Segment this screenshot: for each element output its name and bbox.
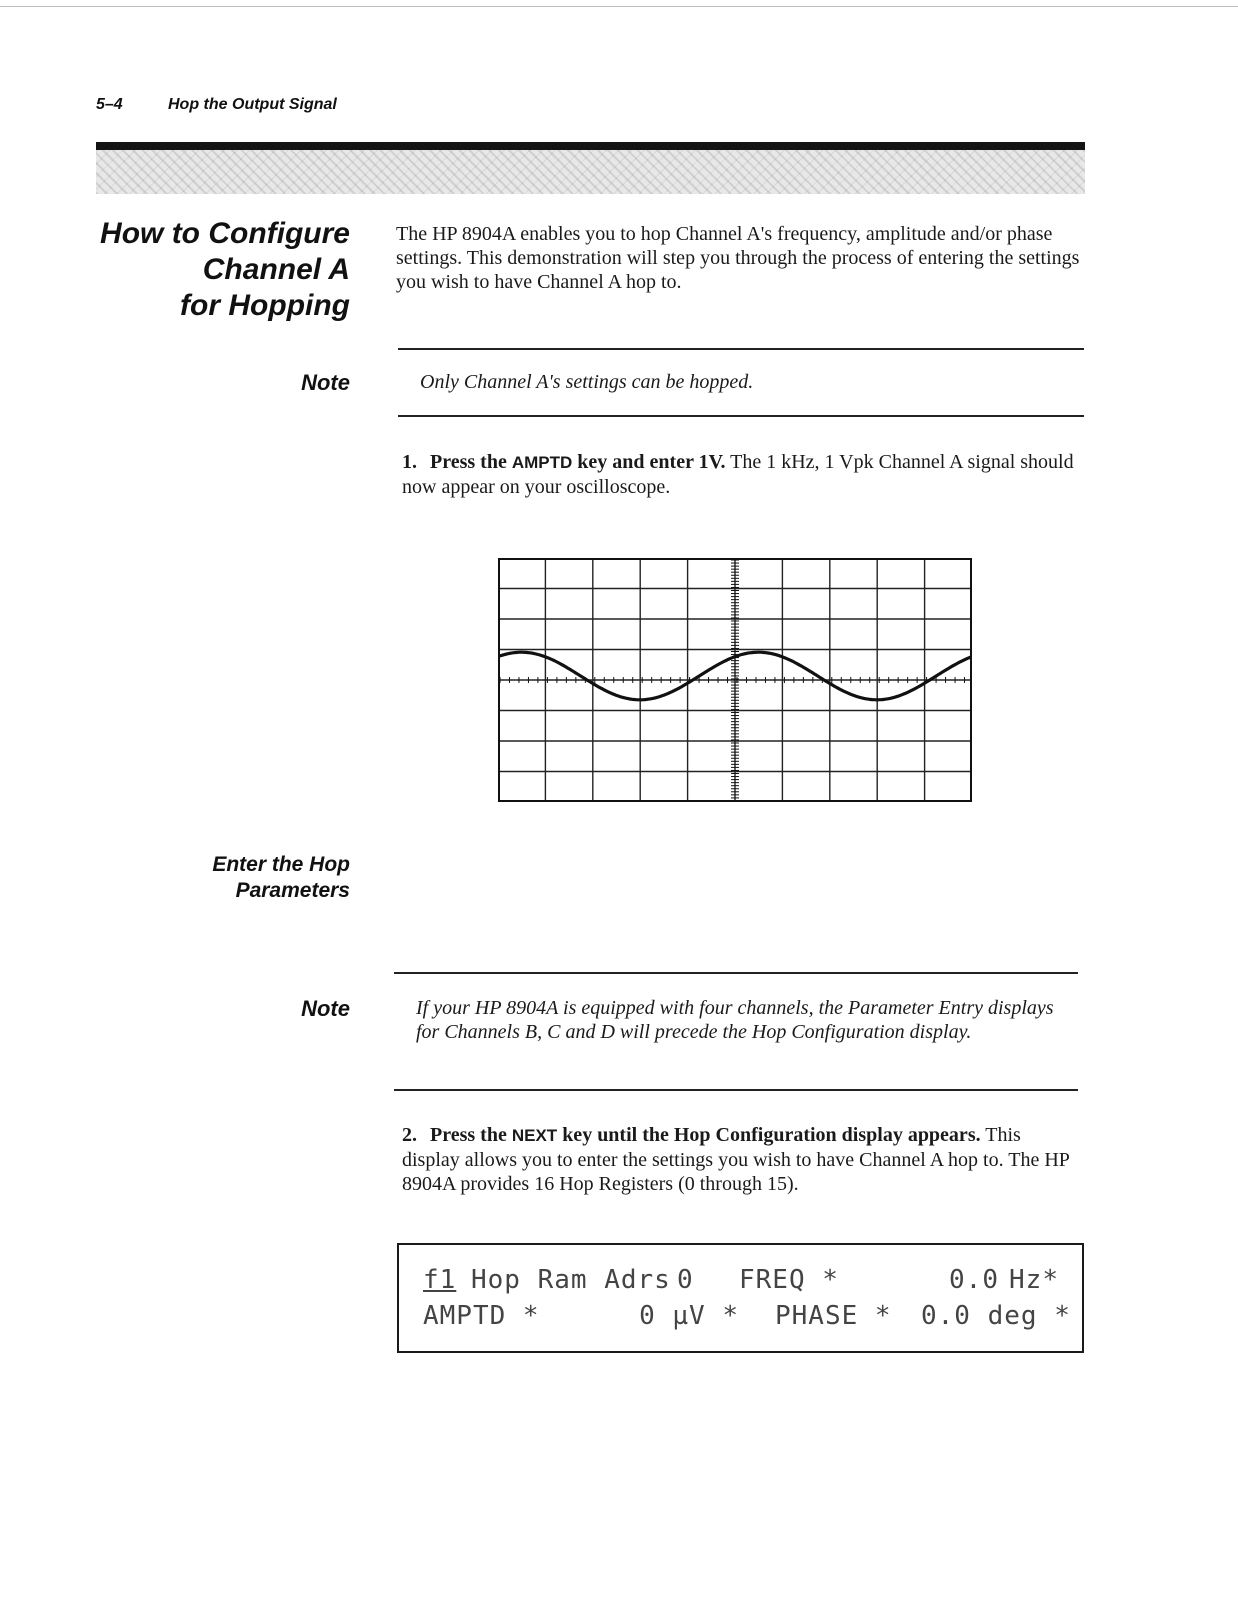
- step-number: 1.: [402, 451, 417, 473]
- step-lead: Press the: [430, 1124, 507, 1146]
- section-heading-line: for Hopping: [180, 289, 350, 322]
- intro-paragraph: The HP 8904A enables you to hop Channel A's frequency, amplitude and/or phase settings. This demonstration will step you through the process of entering the settings you wish to have Channel A hop to.: [396, 223, 1080, 293]
- running-head: [96, 96, 337, 114]
- section-banner: [96, 142, 1085, 194]
- note-label: Note: [301, 996, 350, 1021]
- step-1: [402, 450, 1082, 499]
- note-text: Only Channel A's settings can be hopped.: [420, 371, 754, 393]
- lcd-field-hop-ram-adrs: Hop Ram Adrs: [471, 1265, 671, 1295]
- note-rule-bottom: [398, 415, 1084, 417]
- lcd-field-phase: PHASE *: [775, 1301, 892, 1331]
- section-heading: [50, 216, 350, 324]
- amptd-key-label: AMPTD: [511, 453, 573, 472]
- page-number: 5–4: [96, 96, 123, 113]
- note-text: If your HP 8904A is equipped with four channels, the Parameter Entry displays for Channels B, C and D will precede the Hop Configuration display.: [416, 997, 1054, 1043]
- next-key-label: NEXT: [511, 1126, 558, 1145]
- note-rule-top: [398, 348, 1084, 350]
- step-body: This display allows you to enter the settings you wish to have Channel A hop to. The HP 8904A provides 16 Hop Registers (0 through 15).: [402, 1124, 1070, 1195]
- lcd-row-2: [423, 1301, 1071, 1331]
- section-heading-line: Channel A: [202, 253, 350, 286]
- lcd-field-adrs-value: 0: [677, 1265, 694, 1295]
- note-rule-top: [394, 972, 1078, 974]
- lcd-field-amptd-value: 0 µV *: [639, 1301, 739, 1331]
- step-2: [402, 1123, 1082, 1196]
- lcd-field-amptd: AMPTD *: [423, 1301, 540, 1331]
- lcd-field-freq: FREQ *: [739, 1265, 839, 1295]
- lcd-row-1: [423, 1265, 1059, 1295]
- note-label: Note: [301, 370, 350, 395]
- lcd-field-f1: f1: [423, 1265, 457, 1295]
- chapter-title: Hop the Output Signal: [168, 96, 337, 113]
- note-rule-bottom: [394, 1089, 1078, 1091]
- step-lead: key until the Hop Configuration display appears.: [562, 1124, 981, 1146]
- lcd-field-phase-value: 0.0 deg *: [921, 1301, 1071, 1331]
- lcd-field-freq-unit: Hz*: [1009, 1265, 1059, 1295]
- hop-configuration-display: [397, 1243, 1084, 1353]
- section-heading-line: How to Configure: [100, 217, 350, 250]
- lcd-field-freq-value: 0.0: [949, 1265, 999, 1295]
- oscilloscope-graticule: [498, 558, 972, 802]
- step-lead: Press the: [430, 451, 507, 473]
- step-number: 2.: [402, 1124, 417, 1146]
- page-top-edge: [0, 6, 1238, 7]
- subsection-heading: [90, 852, 350, 904]
- step-lead: key and enter 1V.: [577, 451, 726, 473]
- subsection-heading-line: Parameters: [235, 879, 350, 902]
- subsection-heading-line: Enter the Hop: [212, 853, 350, 876]
- step-body: The 1 kHz, 1 Vpk Channel A signal should now appear on your oscilloscope.: [402, 451, 1074, 498]
